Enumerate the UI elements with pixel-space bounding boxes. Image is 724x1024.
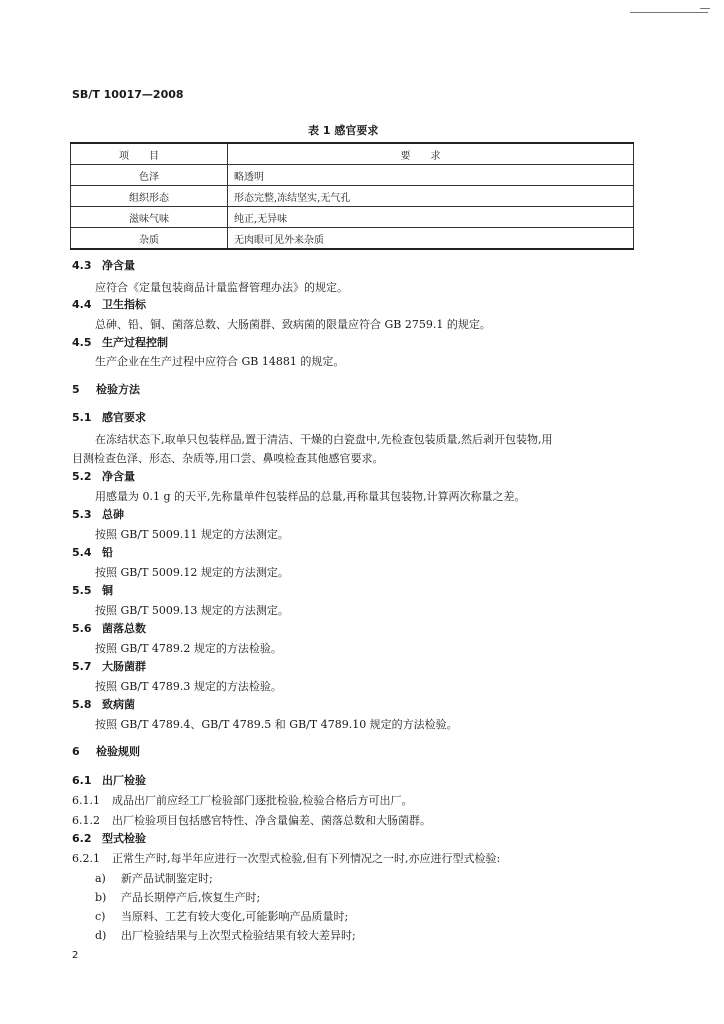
section-4-4-text: 总砷、铅、铜、菌落总数、大肠菌群、致病菌的限量应符合 GB 2759.1 的规定。	[95, 318, 491, 331]
section-5-1-heading: 5.1 感官要求	[72, 411, 146, 424]
table-row	[71, 165, 634, 186]
table-row	[71, 228, 634, 250]
col-header-requirement: 要求	[228, 143, 634, 165]
section-5-8-heading: 5.8 致病菌	[72, 698, 135, 711]
list-item: d) 出厂检验结果与上次型式检验结果有较大差异时;	[95, 929, 356, 942]
section-5-3-text: 按照 GB/T 5009.11 规定的方法测定。	[95, 528, 289, 541]
table-cell-item: 杂质	[71, 228, 228, 250]
section-4-5-heading: 4.5 生产过程控制	[72, 336, 168, 349]
table-cell-requirement: 纯正,无异味	[228, 207, 634, 228]
section-5-6-heading: 5.6 菌落总数	[72, 622, 146, 635]
table-row	[71, 207, 634, 228]
table-caption: 表 1 感官要求	[308, 124, 379, 137]
section-5-6-text: 按照 GB/T 4789.2 规定的方法检验。	[95, 642, 282, 655]
section-5-heading: 5 检验方法	[72, 383, 140, 396]
section-6-2-heading: 6.2 型式检验	[72, 832, 146, 845]
col-header-item: 项目	[71, 143, 228, 165]
section-4-3-heading: 4.3 净含量	[72, 259, 135, 272]
section-5-3-heading: 5.3 总砷	[72, 508, 124, 521]
page-number: 2	[72, 950, 79, 961]
section-5-7-text: 按照 GB/T 4789.3 规定的方法检验。	[95, 680, 282, 693]
table-cell-item: 色泽	[71, 165, 228, 186]
list-item: b) 产品长期停产后,恢复生产时;	[95, 891, 261, 904]
scan-edge-dash	[700, 8, 710, 9]
sensory-table	[70, 142, 634, 250]
section-6-2-1: 6.2.1 正常生产时,每半年应进行一次型式检验,但有下列情况之一时,亦应进行型式检验:	[72, 852, 501, 865]
section-5-1-text-line-1: 在冻结状态下,取单只包装样品,置于清洁、干燥的白瓷盘中,先检查包装质量,然后剥开包装物,用	[95, 433, 553, 446]
table-cell-requirement: 无肉眼可见外来杂质	[228, 228, 634, 250]
section-5-5-heading: 5.5 铜	[72, 584, 113, 597]
section-5-1-text-line-2: 目测检查色泽、形态、杂质等,用口尝、鼻嗅检查其他感官要求。	[72, 452, 384, 465]
list-item: c) 当原料、工艺有较大变化,可能影响产品质量时;	[95, 910, 349, 923]
standard-code: SB/T 10017—2008	[72, 88, 184, 101]
section-6-heading: 6 检验规则	[72, 745, 140, 758]
section-5-2-heading: 5.2 净含量	[72, 470, 135, 483]
table-cell-requirement: 略透明	[228, 165, 634, 186]
list-item: a) 新产品试制鉴定时;	[95, 872, 213, 885]
section-6-1-heading: 6.1 出厂检验	[72, 774, 146, 787]
scan-edge-line	[630, 12, 708, 13]
section-4-3-text: 应符合《定量包装商品计量监督管理办法》的规定。	[95, 281, 348, 294]
section-5-4-text: 按照 GB/T 5009.12 规定的方法测定。	[95, 566, 289, 579]
section-5-5-text: 按照 GB/T 5009.13 规定的方法测定。	[95, 604, 289, 617]
section-4-4-heading: 4.4 卫生指标	[72, 298, 146, 311]
table-row	[71, 186, 634, 207]
table-cell-item: 组织形态	[71, 186, 228, 207]
table-header-row	[71, 143, 634, 165]
section-5-8-text: 按照 GB/T 4789.4、GB/T 4789.5 和 GB/T 4789.10 规定的方法检验。	[95, 718, 458, 731]
section-5-2-text: 用感量为 0.1 g 的天平,先称量单件包装样品的总量,再称量其包装物,计算两次称量之差。	[95, 490, 526, 503]
section-5-7-heading: 5.7 大肠菌群	[72, 660, 146, 673]
table-cell-requirement: 形态完整,冻结坚实,无气孔	[228, 186, 634, 207]
section-4-5-text: 生产企业在生产过程中应符合 GB 14881 的规定。	[95, 355, 345, 368]
section-5-4-heading: 5.4 铅	[72, 546, 113, 559]
section-6-1-1: 6.1.1 成品出厂前应经工厂检验部门逐批检验,检验合格后方可出厂。	[72, 794, 413, 807]
section-6-1-2: 6.1.2 出厂检验项目包括感官特性、净含量偏差、菌落总数和大肠菌群。	[72, 814, 431, 827]
table-cell-item: 滋味气味	[71, 207, 228, 228]
